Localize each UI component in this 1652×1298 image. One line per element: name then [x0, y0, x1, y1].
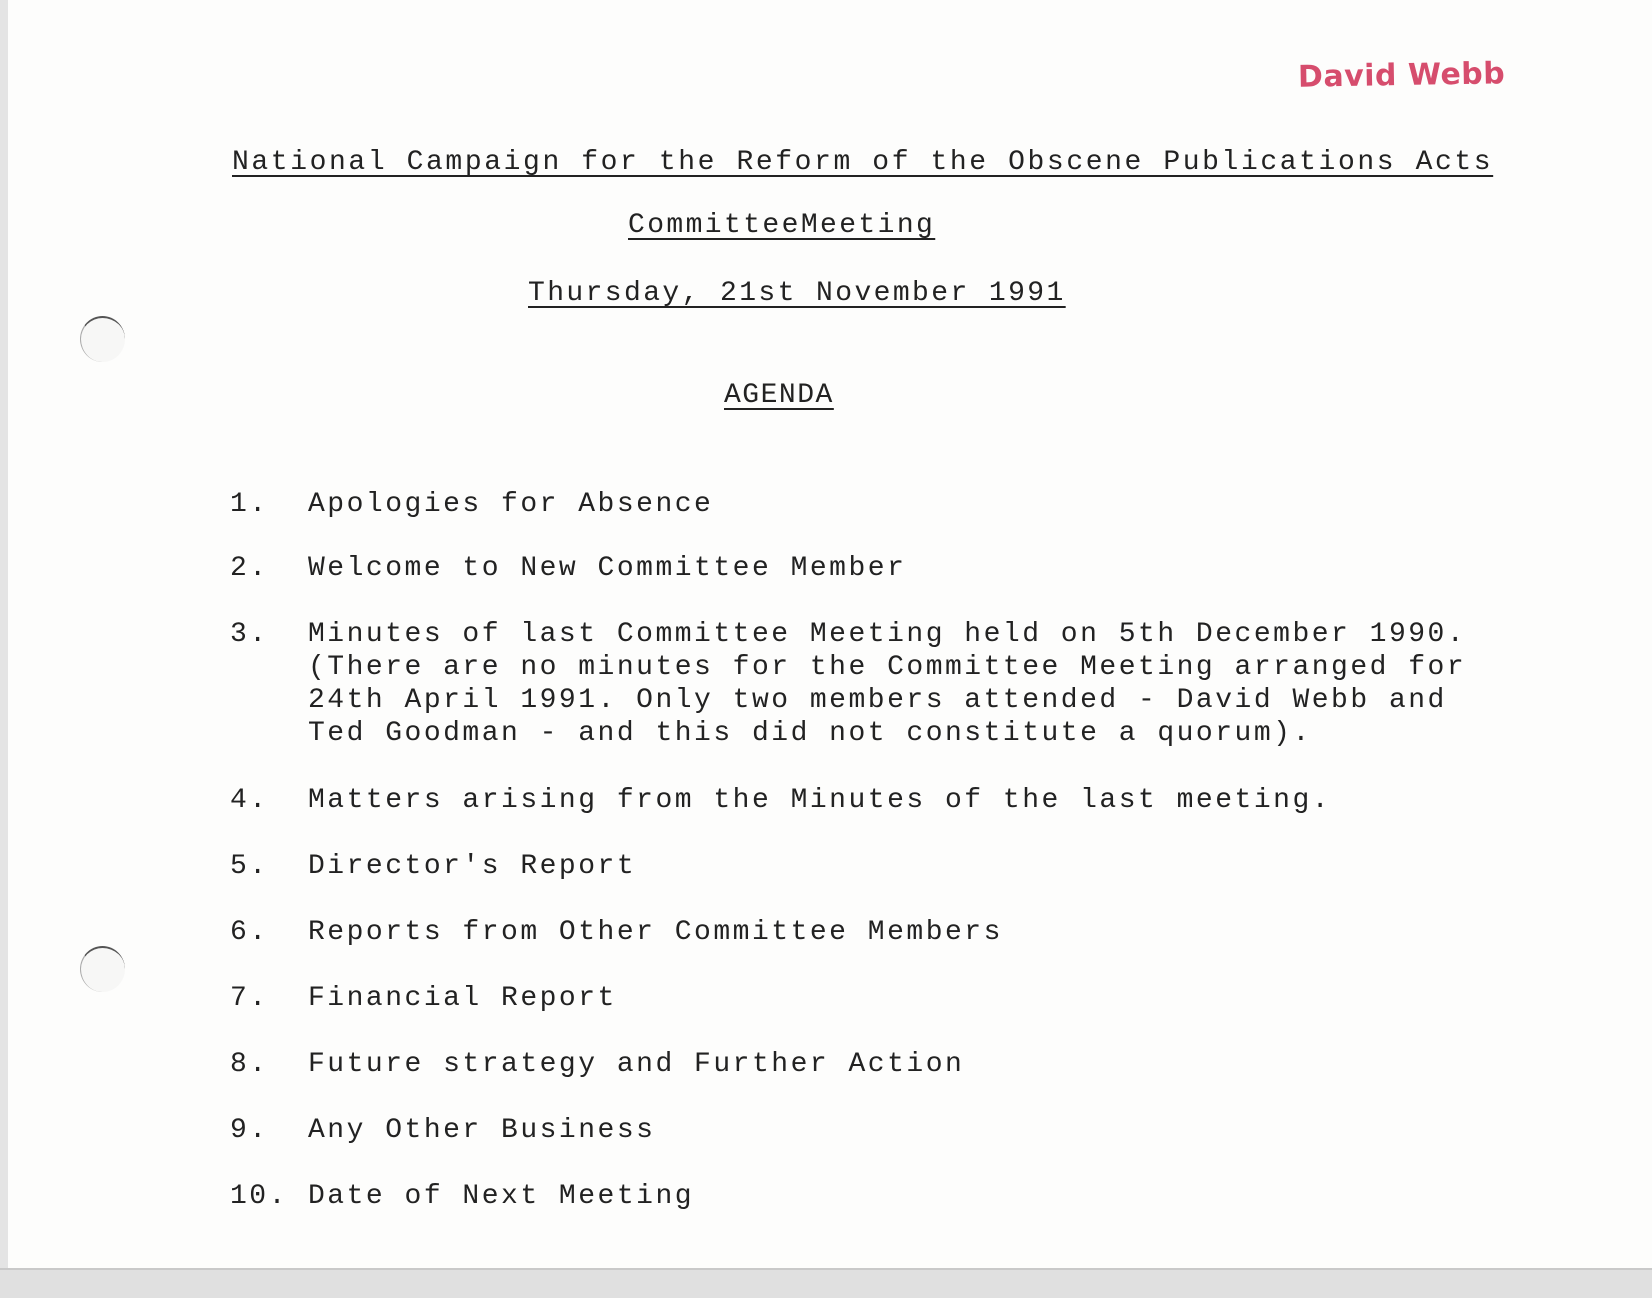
agenda-item-text: Reports from Other Committee Members: [308, 917, 1003, 948]
agenda-item: [230, 1114, 1570, 1147]
agenda-item: [230, 618, 1570, 750]
agenda-item-text: Financial Report: [308, 983, 617, 1014]
agenda-item: [230, 552, 1570, 585]
agenda-item: [230, 850, 1570, 883]
agenda-item: [230, 488, 1570, 521]
agenda-item-text: Welcome to New Committee Member: [308, 553, 907, 584]
agenda-item-number: 8.: [230, 1049, 269, 1080]
agenda-item-number: 6.: [230, 917, 269, 948]
agenda-item-text: Any Other Business: [308, 1115, 656, 1146]
agenda-item: [230, 1048, 1570, 1081]
name-stamp: David Webb: [1297, 56, 1506, 95]
punch-hole-icon: [80, 946, 125, 992]
agenda-item-number: 9.: [230, 1115, 269, 1146]
punch-hole-icon: [80, 316, 125, 362]
agenda-item-text: Apologies for Absence: [308, 489, 714, 520]
agenda-item-text: Date of Next Meeting: [308, 1181, 695, 1212]
page-bottom-edge: [0, 1268, 1652, 1298]
meeting-date: Thursday, 21st November 1991: [528, 278, 1066, 309]
agenda-item-text: Minutes of last Committee Meeting held on 5th December 1990. (There are no minutes for the Committee Meeting arranged for 24th April 1991. Only two members attended - David Webb and Ted Goodman - and this did not constitute a quorum).: [308, 619, 1467, 749]
agenda-item-number: 10.: [230, 1181, 288, 1212]
agenda-item: [230, 982, 1570, 1015]
agenda-item-text: Director's Report: [308, 851, 637, 882]
document-page: [8, 0, 1652, 1268]
agenda-item-text: Matters arising from the Minutes of the last meeting.: [308, 785, 1332, 816]
meeting-subtitle: CommitteeMeeting: [628, 210, 936, 241]
agenda-item: [230, 784, 1570, 817]
agenda-item: [230, 916, 1570, 949]
agenda-item-text: Future strategy and Further Action: [308, 1049, 965, 1080]
agenda-heading: AGENDA: [724, 380, 834, 411]
agenda-item-number: 4.: [230, 785, 269, 816]
agenda-item-number: 5.: [230, 851, 269, 882]
agenda-item-number: 1.: [230, 489, 269, 520]
agenda-item: [230, 1180, 1570, 1213]
document-title: National Campaign for the Reform of the Obscene Publications Acts: [232, 147, 1494, 178]
agenda-item-number: 2.: [230, 553, 269, 584]
agenda-item-number: 3.: [230, 619, 269, 650]
agenda-item-number: 7.: [230, 983, 269, 1014]
